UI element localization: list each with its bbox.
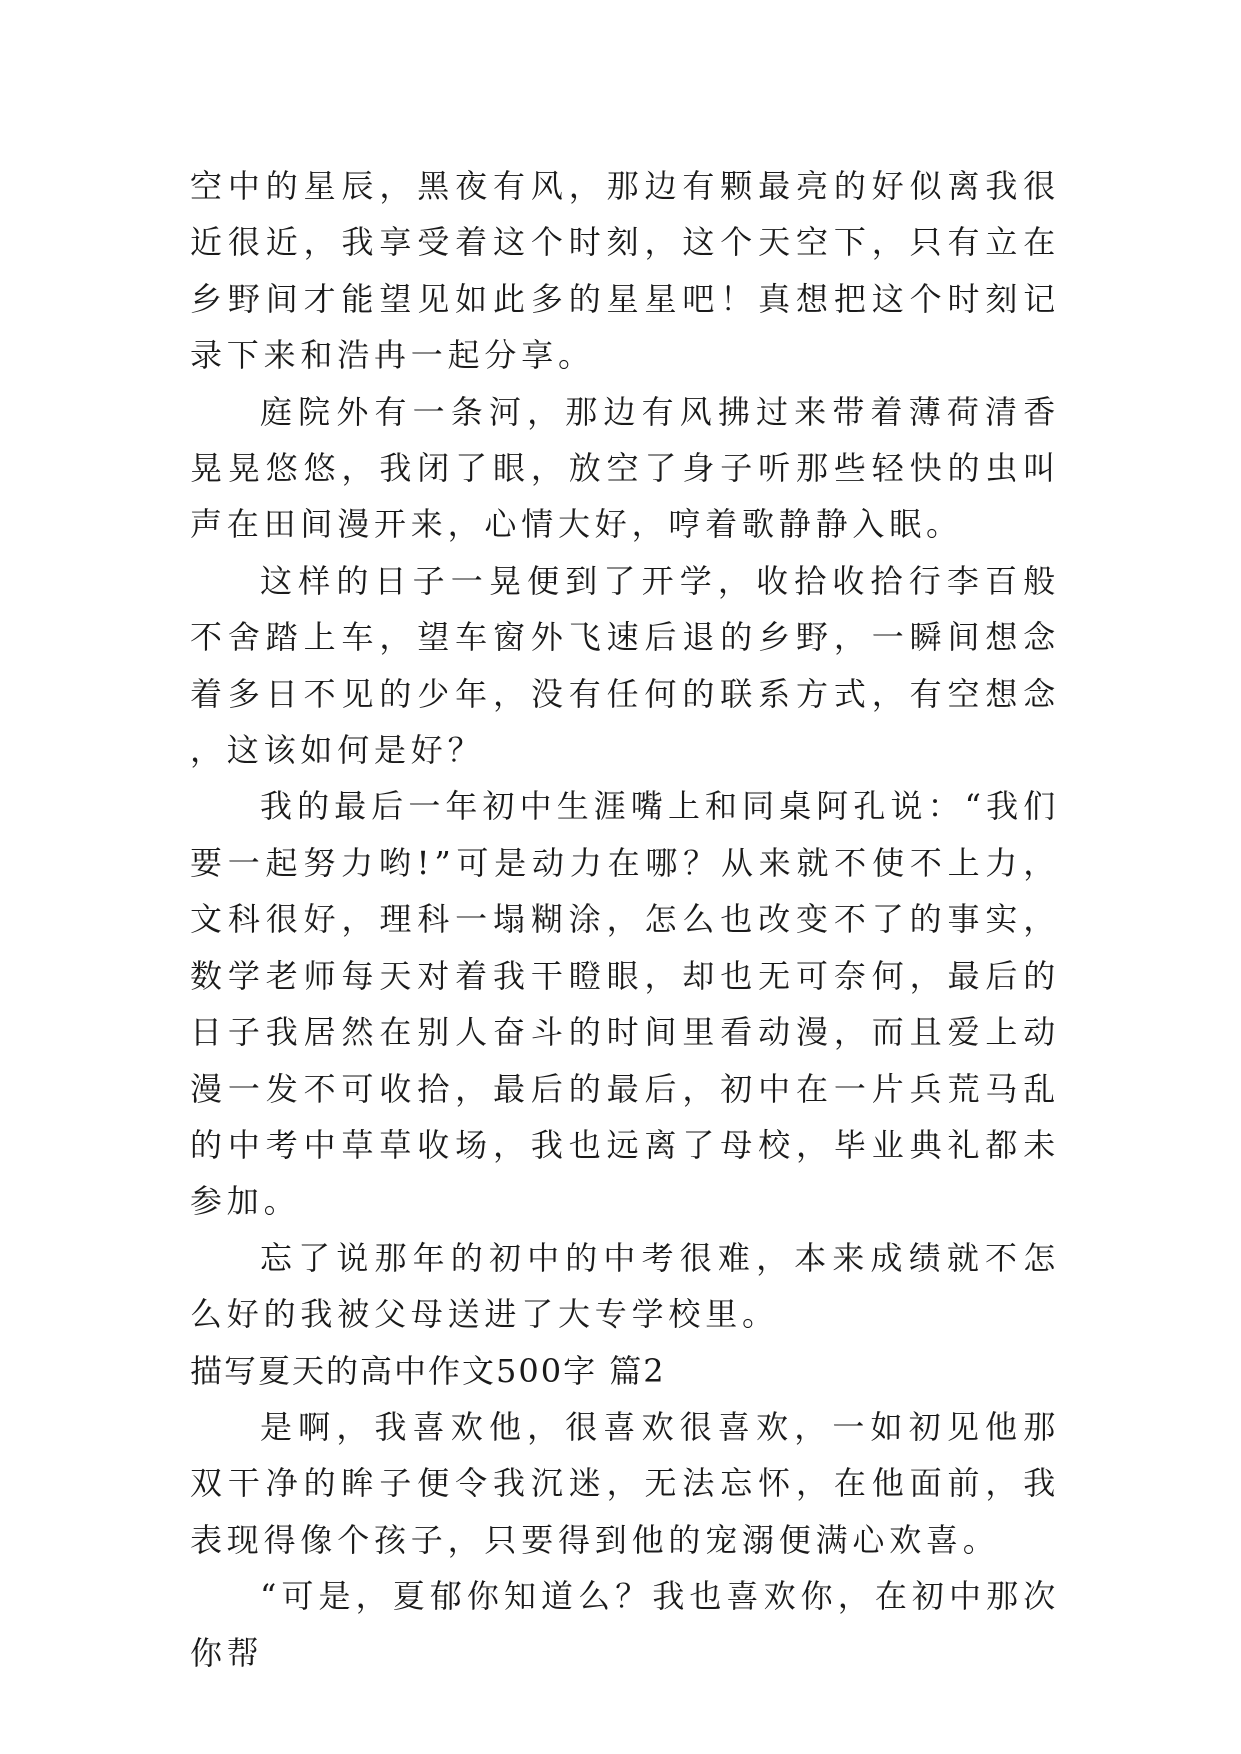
paragraph-5: 忘了说那年的初中的中考很难，本来成绩就不怎么好的我被父母送进了大专学校里。 xyxy=(190,1238,1060,1334)
paragraph-7: “可是，夏郁你知道么？我也喜欢你，在初中那次你帮 xyxy=(190,1577,1060,1672)
paragraph-1: 空中的星辰，黑夜有风，那边有颗最亮的好似离我很近很近，我享受着这个时刻，这个天空下，只有立在乡野间才能望见如此多的星星吧！真想把这个时刻记录下来和浩冉一起分享。 xyxy=(190,167,1060,375)
paragraph-4: 我的最后一年初中生涯嘴上和同桌阿孔说：“我们要一起努力哟!”可是动力在哪？从来就不使不上力，文科很好，理科一塌糊涂，怎么也改变不了的事实，数学老师每天对着我干瞪眼，却也无可奈何，最后的日子我居然在别人奋斗的时间里看动漫，而且爱上动漫一发不可收拾，最后的最后，初中在一片兵荒马乱的中考中草草收场，我也远离了母校，毕业典礼都未参加。 xyxy=(190,787,1060,1221)
section-heading: 描写夏天的高中作文500字 篇2 xyxy=(190,1351,666,1390)
paragraph-2: 庭院外有一条河，那边有风拂过来带着薄荷清香晃晃悠悠，我闭了眼，放空了身子听那些轻快的虫叫声在田间漫开来，心情大好，哼着歌静静入眠。 xyxy=(190,392,1060,544)
document-body xyxy=(190,158,1060,1681)
paragraph-6: 是啊，我喜欢他，很喜欢很喜欢，一如初见他那双干净的眸子便令我沉迷，无法忘怀，在他面前，我表现得像个孩子，只要得到他的宠溺便满心欢喜。 xyxy=(190,1407,1060,1559)
paragraph-3: 这样的日子一晃便到了开学，收拾收拾行李百般不舍踏上车，望车窗外飞速后退的乡野，一瞬间想念着多日不见的少年，没有任何的联系方式，有空想念，这该如何是好？ xyxy=(190,561,1060,770)
